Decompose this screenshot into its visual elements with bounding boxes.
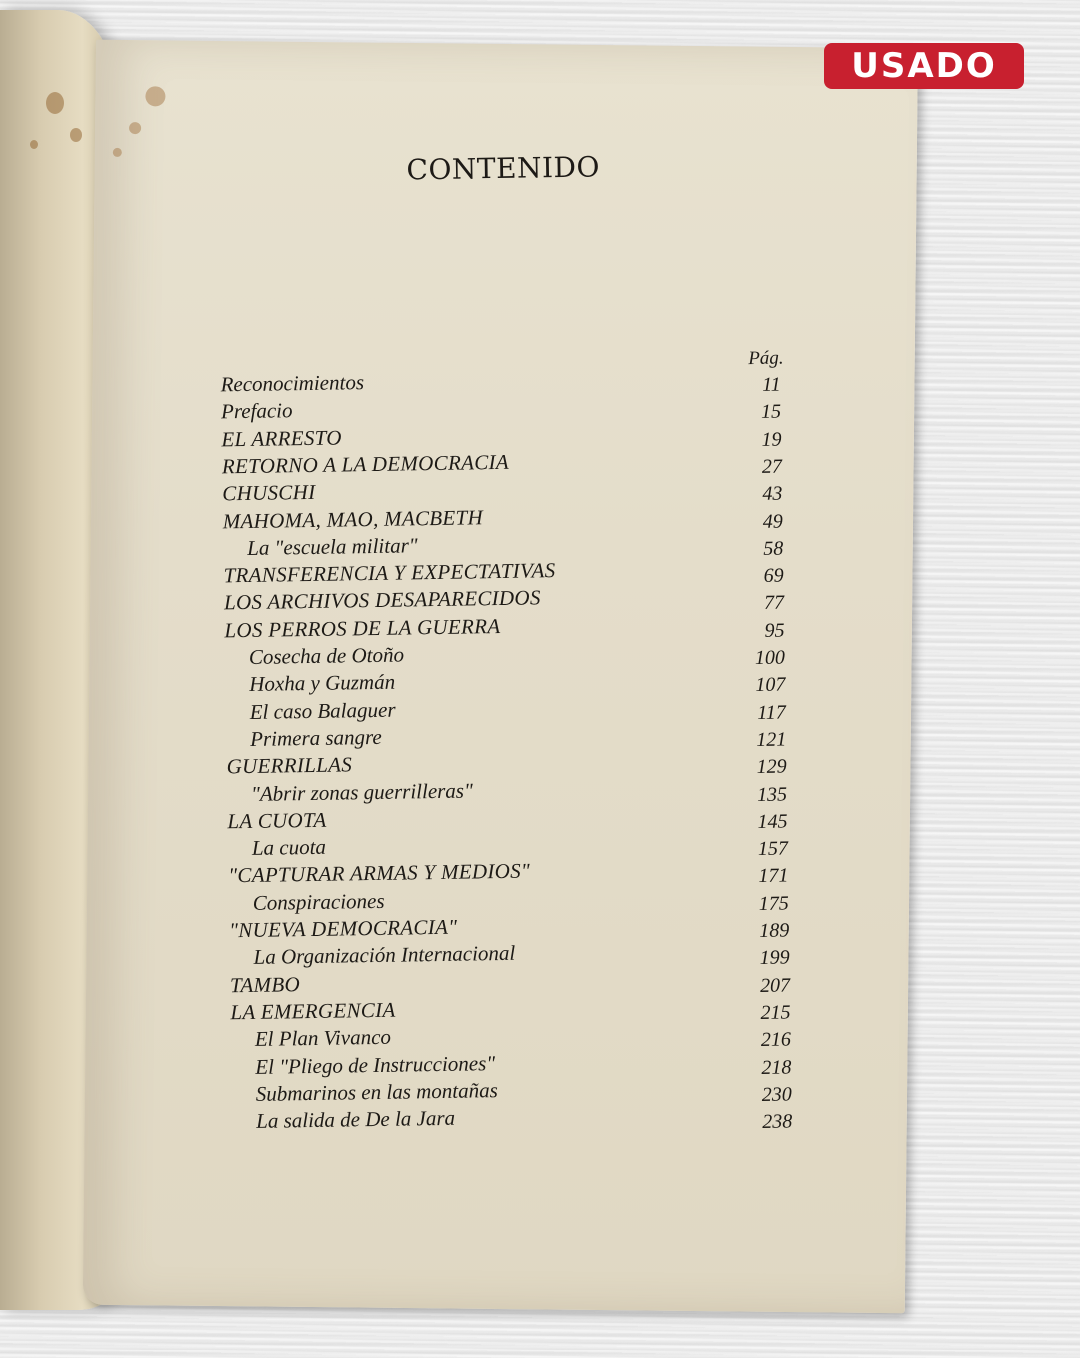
toc-entry-label: Prefacio <box>220 398 293 424</box>
toc-entry-page: 58 <box>763 537 784 560</box>
toc-entry-page: 100 <box>754 646 786 670</box>
toc-entry-page: 107 <box>755 673 786 697</box>
toc-entry-page: 145 <box>757 810 788 833</box>
toc-entry-page: 121 <box>756 728 787 751</box>
toc-entry-label: TAMBO <box>229 971 301 997</box>
toc-entry-page: 129 <box>756 755 787 779</box>
toc-entry-page: 171 <box>758 864 789 888</box>
toc-entry-page: 43 <box>762 482 783 506</box>
toc-entry-page: 95 <box>764 619 785 642</box>
toc-entry-label: RETORNO A LA DEMOCRACIA <box>221 449 510 479</box>
toc-entry-page: 15 <box>760 400 782 424</box>
page-title: CONTENIDO <box>406 150 601 187</box>
toc-entry-label: MAHOMA, MAO, MACBETH <box>222 504 484 533</box>
toc-entry-page: 77 <box>763 591 785 615</box>
toc-entry-label: TRANSFERENCIA Y EXPECTATIVAS <box>223 558 556 588</box>
toc-entry-page: 49 <box>762 510 783 533</box>
toc-entry-page: 230 <box>761 1083 792 1106</box>
used-badge: USADO <box>824 43 1024 89</box>
toc-entry-label: La "escuela militar" <box>246 533 418 560</box>
toc-entry-page: 215 <box>760 1001 791 1024</box>
toc-entry-label: El "Pliego de Instrucciones" <box>255 1050 496 1079</box>
toc-entry-label: Cosecha de Otoño <box>248 642 405 669</box>
toc-entry-page: 175 <box>758 892 789 915</box>
toc-entry-label: EL ARRESTO <box>221 425 342 451</box>
toc-entry-page: 19 <box>761 428 782 451</box>
toc-entry-page: 218 <box>761 1055 792 1079</box>
toc-entry-page: 135 <box>756 783 788 806</box>
toc-entry-page: 238 <box>762 1110 793 1134</box>
toc-entry-label: GUERRILLAS <box>226 752 353 779</box>
toc-entry-page: 27 <box>761 455 783 478</box>
toc-entry-label: Reconocimientos <box>220 370 365 397</box>
toc-entry-label: El Plan Vivanco <box>254 1024 392 1052</box>
toc-entry-label: La cuota <box>251 834 327 861</box>
toc-entry-label: "CAPTURAR ARMAS Y MEDIOS" <box>228 858 531 888</box>
toc-entry-page: 117 <box>757 701 786 724</box>
toc-entry-label: Hoxha y Guzmán <box>249 669 396 697</box>
toc-entry-label: Submarinos en las montañas <box>255 1077 498 1106</box>
toc-entry-label: "NUEVA DEMOCRACIA" <box>228 914 458 943</box>
toc-entry-label: LOS PERROS DE LA GUERRA <box>224 613 501 643</box>
toc-entry-label: LA CUOTA <box>227 807 327 834</box>
toc-entry-label: LA EMERGENCIA <box>230 997 396 1025</box>
toc-entry-label: La salida de De la Jara <box>255 1105 456 1133</box>
toc-entry-page: 189 <box>759 919 790 942</box>
toc-entry-page: 11 <box>761 373 781 396</box>
toc-entry-page: 199 <box>759 946 790 970</box>
toc-entry-label: LOS ARCHIVOS DESAPARECIDOS <box>223 585 541 615</box>
toc-entry-label: Primera sangre <box>249 724 382 751</box>
toc-entry-label: Conspiraciones <box>252 888 385 915</box>
toc-entry-page: 157 <box>757 837 789 861</box>
toc-entry-page: 69 <box>763 564 784 587</box>
toc-entry-page: 216 <box>760 1028 792 1052</box>
toc-entry-label: "Abrir zonas guerrilleras" <box>250 777 473 806</box>
toc-entry-label: CHUSCHI <box>222 480 316 506</box>
toc-entry-label: El caso Balaguer <box>249 697 396 724</box>
page-column-header: Pág. <box>748 347 784 370</box>
toc-entry-page: 207 <box>759 974 791 997</box>
toc-entry-label: La Organización Internacional <box>253 941 516 970</box>
